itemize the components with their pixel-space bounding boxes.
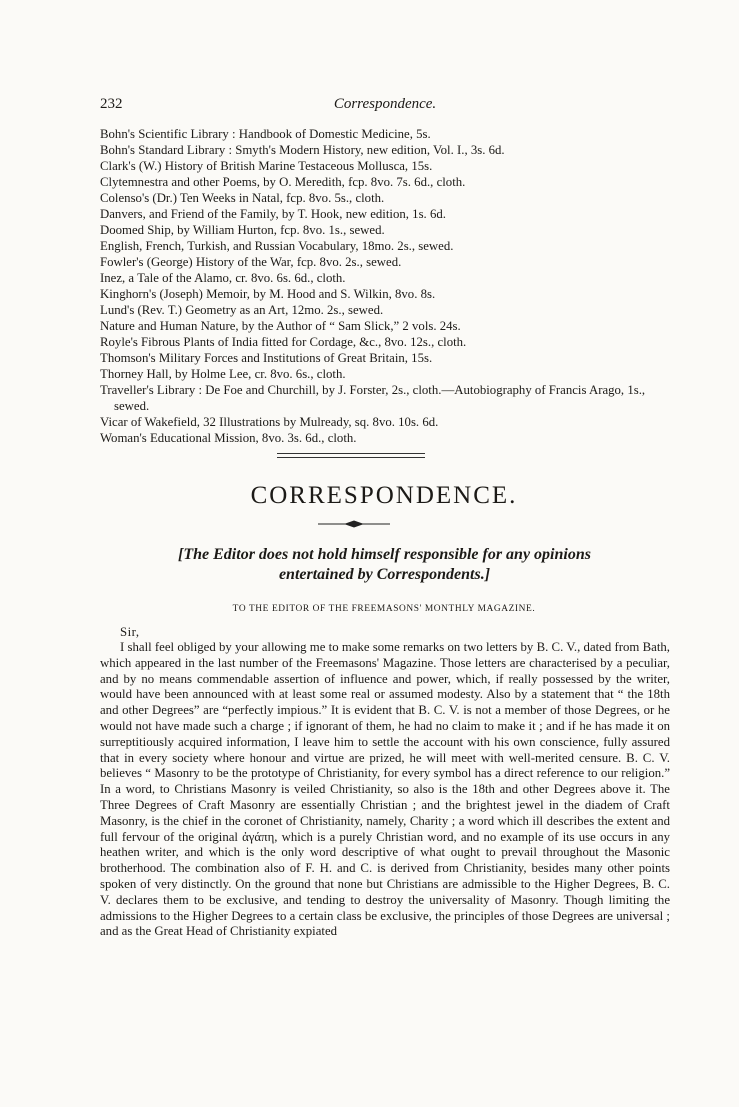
list-item: Inez, a Tale of the Alamo, cr. 8vo. 6s. 6d., cloth. (100, 271, 346, 285)
list-item: Bohn's Standard Library : Smyth's Modern History, new edition, Vol. I., 3s. 6d. (100, 143, 505, 157)
book-list (100, 126, 730, 446)
letter-salutation: Sir, (120, 625, 140, 639)
list-item: Clark's (W.) History of British Marine Testaceous Mollusca, 15s. (100, 159, 433, 173)
letter-addressee: TO THE EDITOR OF THE FREEMASONS' MONTHLY MAGAZINE. (232, 604, 536, 614)
disclaimer-line: entertained by Correspondents.] (278, 566, 491, 583)
disclaimer-line: [The Editor does not hold himself responsible for any opinions (178, 546, 591, 563)
list-item: Woman's Educational Mission, 8vo. 3s. 6d., cloth. (100, 431, 357, 445)
letter-body: I shall feel obliged by your allowing me to make some remarks on two letters by B. C. V., dated from Bath, which appeared in the last number of the Freemasons' Magazine. Those letters are characterised by a peculiar, and by no means commendable assertion of influence and power, which, if really possessed by the writer, would have been announced with at least some real or assumed modesty. Also by a statement that “ the 18th and other Degrees” are “perfectly impious.” It is evident that B. C. V. is not a member of those Degrees, or he would not have made such a charge ; if ignorant of them, he had no claim to make it ; and if he has made it on surreptitiously acquired information, I leave him to settle the account with his own conscience, fully assured that in every society where honour and virtue are prized, he will meet with well-merited censure. B. C. V. believes “ Masonry to be the prototype of Christianity, for every symbol has a direct reference to our religion.” In a word, to Christians Masonry is veiled Christianity, so also is the 18th and other Degrees above it. The Three Degrees of Craft Masonry are essentially Christian ; and the brightest jewel in the diadem of Craft Masonry, is the chief in the coronet of Christianity, namely, Charity ; a word which ill describes the extent and full fervour of the original ἀγάπη, which is a purely Christian word, and no example of its use occurs in any heathen writer, and which is the only word descriptive of what ought to prevail throughout the Masonic brotherhood. The combination also of F. H. and C. is derived from Christianity, besides many other points spoken of very distinctly. On the ground that none but Christians are admissible to the Higher Degrees, B. C. V. declares them to be exclusive, and tending to destroy the universality of Masonry. Though limiting the admissions to the Higher Degrees to a certain class be exclusive, the principles of those Degrees are universal ; and as the Great Head of Christianity expiated (100, 640, 670, 939)
list-item: Thorney Hall, by Holme Lee, cr. 8vo. 6s., cloth. (100, 367, 346, 381)
list-item: Vicar of Wakefield, 32 Illustrations by Mulready, sq. 8vo. 10s. 6d. (100, 415, 439, 429)
list-item: Fowler's (George) History of the War, fcp. 8vo. 2s., sewed. (100, 255, 402, 269)
editor-disclaimer (112, 545, 657, 585)
list-item: English, French, Turkish, and Russian Vocabulary, 18mo. 2s., sewed. (100, 239, 454, 253)
list-item: Thomson's Military Forces and Institutions of Great Britain, 15s. (100, 351, 433, 365)
list-item: Kinghorn's (Joseph) Memoir, by M. Hood and S. Wilkin, 8vo. 8s. (100, 287, 436, 301)
list-item: Clytemnestra and other Poems, by O. Meredith, fcp. 8vo. 7s. 6d., cloth. (100, 175, 466, 189)
section-heading: CORRESPONDENCE. (250, 482, 518, 509)
list-item: Doomed Ship, by William Hurton, fcp. 8vo. 1s., sewed. (100, 223, 385, 237)
list-item: Colenso's (Dr.) Ten Weeks in Natal, fcp. 8vo. 5s., cloth. (100, 191, 385, 205)
section-divider (277, 453, 425, 458)
list-item: Nature and Human Nature, by the Author of “ Sam Slick,” 2 vols. 24s. (100, 319, 461, 333)
running-title: Correspondence. (333, 96, 437, 112)
page-number: 232 (100, 96, 123, 112)
list-item: Danvers, and Friend of the Family, by T. Hook, new edition, 1s. 6d. (100, 207, 446, 221)
list-item: Traveller's Library : De Foe and Churchill, by J. Forster, 2s., cloth.—Autobiography of Francis Arago, 1s., sewed. (100, 383, 646, 413)
ornament-divider-icon (318, 519, 390, 529)
list-item: Royle's Fibrous Plants of India fitted for Cordage, &c., 8vo. 12s., cloth. (100, 335, 467, 349)
list-item: Lund's (Rev. T.) Geometry as an Art, 12mo. 2s., sewed. (100, 303, 384, 317)
page-header (100, 96, 670, 116)
list-item: Bohn's Scientific Library : Handbook of Domestic Medicine, 5s. (100, 127, 431, 141)
